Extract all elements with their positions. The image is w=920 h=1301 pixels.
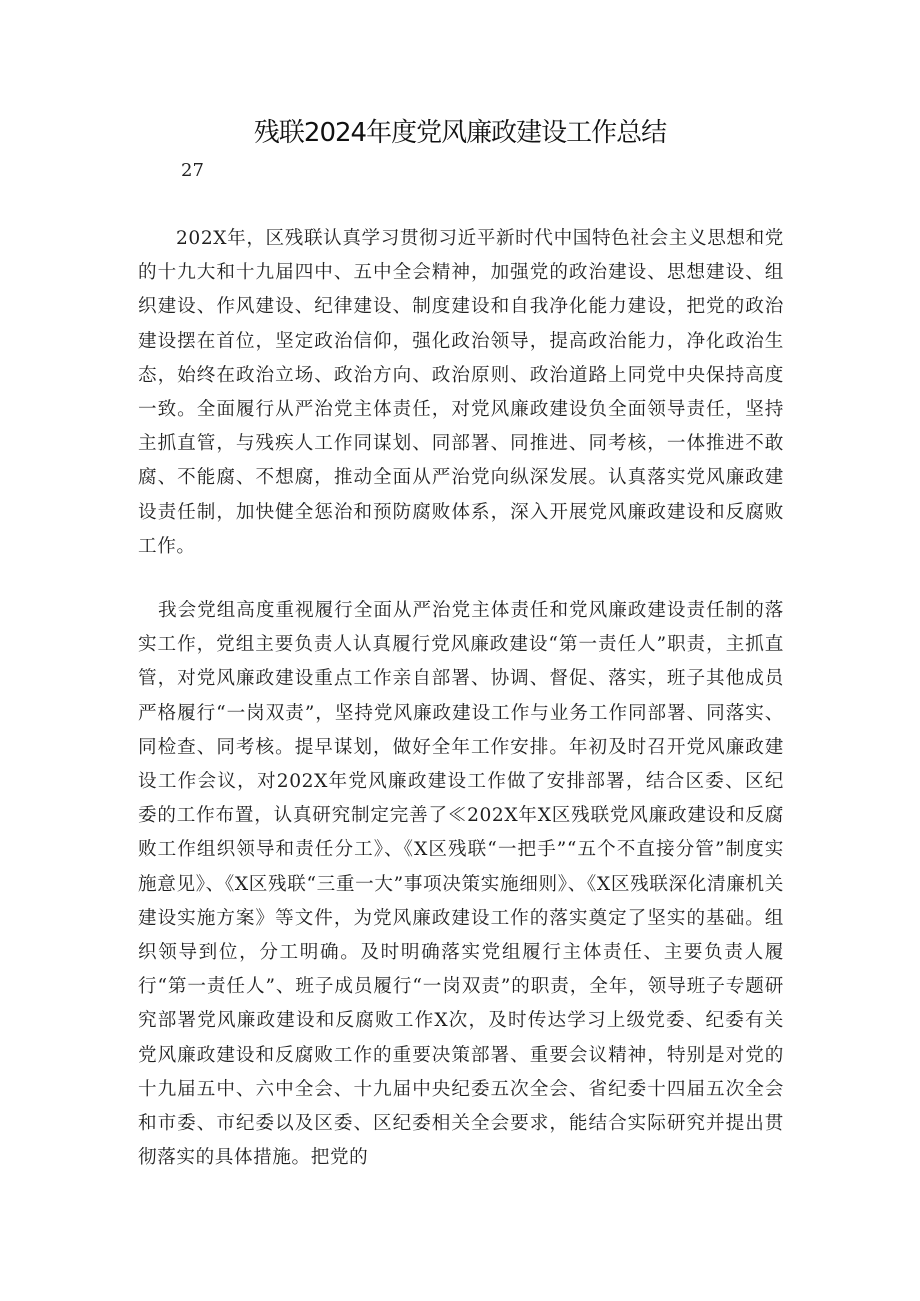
document-title: 残联2024年度党风廉政建设工作总结 bbox=[253, 118, 667, 148]
page-number: 27 bbox=[181, 160, 204, 181]
body-paragraph-1: 202X年，区残联认真学习贯彻习近平新时代中国特色社会主义思想和党的十九大和十九届四中、五中全会精神，加强党的政治建设、思想建设、组织建设、作风建设、纪律建设、制度建设和自我净化能力建设，把党的政治建设摆在首位，坚定政治信仰，强化政治领导，提高政治能力，净化政治生态，始终在政治立场、政治方向、政治原则、政治道路上同党中央保持高度一致。全面履行从严治党主体责任，对党风廉政建设负全面领导责任，坚持主抓直管，与残疾人工作同谋划、同部署、同推进、同考核，一体推进不敢腐、不能腐、不想腐，推动全面从严治党向纵深发展。认真落实党风廉政建设责任制，加快健全惩治和预防腐败体系，深入开展党风廉政建设和反腐败工作。 bbox=[138, 228, 784, 557]
body-paragraph-2: 我会党组高度重视履行全面从严治党主体责任和党风廉政建设责任制的落实工作，党组主要负责人认真履行党风廉政建设“第一责任人”职责，主抓直管，对党风廉政建设重点工作亲自部署、协调、督促、落实，班子其他成员严格履行“一岗双责”，坚持党风廉政建设工作与业务工作同部署、同落实、同检查、同考核。提早谋划，做好全年工作安排。年初及时召开党风廉政建设工作会议，对202X年党风廉政建设工作做了安排部署，结合区委、区纪委的工作布置，认真研究制定完善了≪202X年X区残联党风廉政建设和反腐败工作组织领导和责任分工》、《X区残联“一把手”“五个不直接分管”制度实施意见》、《X区残联“三重一大”事项决策实施细则》、《X区残联深化清廉机关建设实施方案》等文件，为党风廉政建设工作的落实奠定了坚实的基础。组织领导到位，分工明确。及时明确落实党组履行主体责任、主要负责人履行“第一责任人”、班子成员履行“一岗双责”的职责，全年，领导班子专题研究部署党风廉政建设和反腐败工作X次，及时传达学习上级党委、纪委有关党风廉政建设和反腐败工作的重要决策部署、重要会议精神，特别是对党的十九届五中、六中全会、十九届中央纪委五次全会、省纪委十四届五次全会和市委、市纪委以及区委、区纪委相关全会要求，能结合实际研究并提出贯彻落实的具体措施。把党的 bbox=[138, 600, 784, 1169]
